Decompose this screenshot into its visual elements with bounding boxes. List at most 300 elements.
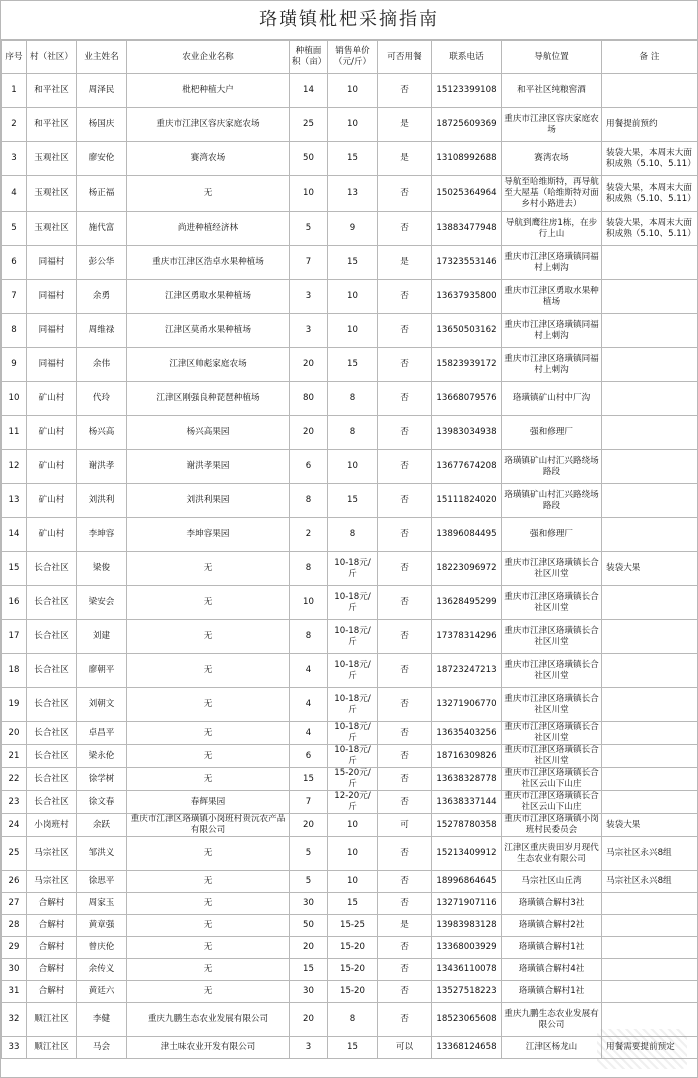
cell-remark (602, 74, 698, 108)
cell-planting-area: 5 (290, 837, 328, 871)
cell-owner-name: 施代富 (77, 212, 127, 246)
cell-row-number: 3 (2, 142, 27, 176)
cell-planting-area: 7 (290, 246, 328, 280)
cell-navigation-location: 珞璜镇合解村4社 (502, 959, 602, 981)
table-row (2, 768, 698, 791)
cell-village: 合解村 (27, 981, 77, 1003)
column-header: 序号 (2, 41, 27, 74)
cell-planting-area: 20 (290, 814, 328, 837)
cell-dining-available: 否 (378, 484, 432, 518)
cell-unit-price: 10 (328, 314, 378, 348)
cell-planting-area: 20 (290, 937, 328, 959)
cell-row-number: 21 (2, 745, 27, 768)
cell-phone-number: 13436110078 (432, 959, 502, 981)
cell-planting-area: 20 (290, 348, 328, 382)
cell-dining-available: 否 (378, 959, 432, 981)
cell-planting-area: 3 (290, 280, 328, 314)
cell-navigation-location: 重庆市江津区珞璜镇同福村上刺沟 (502, 348, 602, 382)
cell-unit-price: 10 (328, 108, 378, 142)
cell-remark (602, 959, 698, 981)
cell-row-number: 6 (2, 246, 27, 280)
cell-phone-number: 18223096972 (432, 552, 502, 586)
cell-owner-name: 彭公华 (77, 246, 127, 280)
table-row (2, 745, 698, 768)
cell-planting-area: 8 (290, 552, 328, 586)
cell-owner-name: 周维禄 (77, 314, 127, 348)
cell-unit-price: 15 (328, 246, 378, 280)
cell-dining-available: 否 (378, 937, 432, 959)
cell-remark (602, 791, 698, 814)
cell-enterprise-name: 尚进种植经济林 (127, 212, 290, 246)
cell-unit-price: 10 (328, 280, 378, 314)
cell-owner-name: 谢洪孝 (77, 450, 127, 484)
cell-row-number: 18 (2, 654, 27, 688)
cell-village: 矿山村 (27, 484, 77, 518)
cell-village: 合解村 (27, 937, 77, 959)
cell-row-number: 11 (2, 416, 27, 450)
cell-enterprise-name: 赛湾农场 (127, 142, 290, 176)
cell-unit-price: 10-18元/斤 (328, 654, 378, 688)
table-row (2, 959, 698, 981)
cell-planting-area: 5 (290, 212, 328, 246)
cell-dining-available: 否 (378, 552, 432, 586)
cell-dining-available: 是 (378, 142, 432, 176)
cell-phone-number: 18996864645 (432, 871, 502, 893)
cell-enterprise-name: 无 (127, 620, 290, 654)
table-body (2, 74, 698, 1059)
cell-dining-available: 否 (378, 837, 432, 871)
table-row (2, 212, 698, 246)
cell-village: 长合社区 (27, 620, 77, 654)
cell-enterprise-name: 无 (127, 959, 290, 981)
cell-owner-name: 梁永伦 (77, 745, 127, 768)
cell-phone-number: 13368003929 (432, 937, 502, 959)
cell-village: 马宗社区 (27, 837, 77, 871)
cell-enterprise-name: 无 (127, 654, 290, 688)
cell-owner-name: 梁安会 (77, 586, 127, 620)
cell-phone-number: 13527518223 (432, 981, 502, 1003)
column-header: 种植面积（亩） (290, 41, 328, 74)
table-row (2, 416, 698, 450)
picking-guide-table (1, 40, 698, 1059)
cell-unit-price: 12-20元/斤 (328, 791, 378, 814)
cell-row-number: 23 (2, 791, 27, 814)
cell-dining-available: 否 (378, 450, 432, 484)
cell-unit-price: 10-18元/斤 (328, 745, 378, 768)
cell-remark (602, 981, 698, 1003)
cell-phone-number: 13650503162 (432, 314, 502, 348)
cell-navigation-location: 珞璜镇矿山村汇兴路绕场路段 (502, 450, 602, 484)
column-header: 联系电话 (432, 41, 502, 74)
cell-enterprise-name: 重庆市江津区珞璜镇小岗班村贵沅农产品有限公司 (127, 814, 290, 837)
cell-remark (602, 937, 698, 959)
cell-dining-available: 否 (378, 176, 432, 212)
cell-remark: 装袋大果，本周末大面积成熟（5.10、5.11） (602, 176, 698, 212)
cell-dining-available: 否 (378, 348, 432, 382)
cell-dining-available: 否 (378, 586, 432, 620)
cell-navigation-location: 珞璜镇矿山村中厂沟 (502, 382, 602, 416)
cell-unit-price: 15 (328, 893, 378, 915)
cell-row-number: 4 (2, 176, 27, 212)
cell-remark (602, 893, 698, 915)
cell-dining-available: 是 (378, 246, 432, 280)
cell-row-number: 28 (2, 915, 27, 937)
cell-navigation-location: 珞璜镇合解村1社 (502, 981, 602, 1003)
cell-phone-number: 13108992688 (432, 142, 502, 176)
cell-unit-price: 13 (328, 176, 378, 212)
cell-navigation-location: 强和修理厂 (502, 416, 602, 450)
cell-planting-area: 4 (290, 688, 328, 722)
cell-village: 同福村 (27, 246, 77, 280)
cell-remark (602, 620, 698, 654)
cell-unit-price: 10 (328, 74, 378, 108)
cell-phone-number: 13638328778 (432, 768, 502, 791)
table-row (2, 837, 698, 871)
cell-row-number: 15 (2, 552, 27, 586)
cell-dining-available: 否 (378, 518, 432, 552)
table-row (2, 518, 698, 552)
cell-unit-price: 15 (328, 348, 378, 382)
cell-owner-name: 梁俊 (77, 552, 127, 586)
cell-village: 矿山村 (27, 450, 77, 484)
cell-owner-name: 余伟 (77, 348, 127, 382)
cell-navigation-location: 和平社区纯粮窖酒 (502, 74, 602, 108)
cell-owner-name: 周家玉 (77, 893, 127, 915)
cell-phone-number: 13883477948 (432, 212, 502, 246)
cell-navigation-location: 重庆市江津区珞璜镇长合社区川堂 (502, 654, 602, 688)
table-row (2, 871, 698, 893)
table-row (2, 791, 698, 814)
cell-village: 同福村 (27, 348, 77, 382)
cell-phone-number: 13628495299 (432, 586, 502, 620)
cell-remark (602, 280, 698, 314)
cell-navigation-location: 珞璜镇合解村2社 (502, 915, 602, 937)
cell-phone-number: 18716309826 (432, 745, 502, 768)
cell-owner-name: 杨国庆 (77, 108, 127, 142)
cell-phone-number: 13271906770 (432, 688, 502, 722)
cell-row-number: 31 (2, 981, 27, 1003)
cell-unit-price: 15-20元/斤 (328, 768, 378, 791)
cell-unit-price: 10 (328, 450, 378, 484)
cell-navigation-location: 重庆市江津区珞璜镇长合社区川堂 (502, 552, 602, 586)
cell-dining-available: 否 (378, 314, 432, 348)
table-row (2, 915, 698, 937)
watermark-logo (597, 1029, 687, 1069)
cell-village: 矿山村 (27, 382, 77, 416)
cell-phone-number: 17378314296 (432, 620, 502, 654)
cell-owner-name: 马会 (77, 1037, 127, 1059)
cell-navigation-location: 重庆市江津区珞璜镇长合社区川堂 (502, 722, 602, 745)
cell-navigation-location: 重庆市江津区珞璜镇长合社区云山下山庄 (502, 791, 602, 814)
cell-unit-price: 15 (328, 484, 378, 518)
table-row (2, 348, 698, 382)
cell-village: 长合社区 (27, 552, 77, 586)
cell-unit-price: 15-20 (328, 959, 378, 981)
column-header: 备 注 (602, 41, 698, 74)
table-row (2, 586, 698, 620)
cell-planting-area: 50 (290, 915, 328, 937)
cell-dining-available: 否 (378, 981, 432, 1003)
cell-row-number: 16 (2, 586, 27, 620)
cell-dining-available: 否 (378, 791, 432, 814)
cell-dining-available: 否 (378, 745, 432, 768)
table-row (2, 484, 698, 518)
cell-village: 矿山村 (27, 518, 77, 552)
cell-village: 顺江社区 (27, 1003, 77, 1037)
cell-unit-price: 10-18元/斤 (328, 722, 378, 745)
cell-unit-price: 15 (328, 142, 378, 176)
cell-row-number: 10 (2, 382, 27, 416)
cell-remark: 装袋大果，本周末大面积成熟（5.10、5.11） (602, 212, 698, 246)
cell-planting-area: 50 (290, 142, 328, 176)
table-row (2, 1003, 698, 1037)
cell-row-number: 30 (2, 959, 27, 981)
cell-enterprise-name: 江津区莫甬水果种植场 (127, 314, 290, 348)
cell-enterprise-name: 无 (127, 586, 290, 620)
cell-remark: 用餐提前预约 (602, 108, 698, 142)
cell-planting-area: 30 (290, 981, 328, 1003)
cell-dining-available: 否 (378, 654, 432, 688)
cell-village: 长合社区 (27, 586, 77, 620)
cell-enterprise-name: 无 (127, 837, 290, 871)
cell-owner-name: 廖安伦 (77, 142, 127, 176)
column-header: 可否用餐 (378, 41, 432, 74)
cell-navigation-location: 重庆市江津区勇取水果种植场 (502, 280, 602, 314)
cell-dining-available: 否 (378, 1003, 432, 1037)
cell-planting-area: 4 (290, 654, 328, 688)
cell-navigation-location: 赛湾农场 (502, 142, 602, 176)
cell-unit-price: 15-20 (328, 981, 378, 1003)
cell-planting-area: 25 (290, 108, 328, 142)
cell-row-number: 20 (2, 722, 27, 745)
cell-phone-number: 15823939172 (432, 348, 502, 382)
cell-dining-available: 否 (378, 688, 432, 722)
table-row (2, 893, 698, 915)
cell-enterprise-name: 刘洪利果园 (127, 484, 290, 518)
cell-phone-number: 13677674208 (432, 450, 502, 484)
cell-enterprise-name: 李坤容果园 (127, 518, 290, 552)
cell-village: 长合社区 (27, 654, 77, 688)
cell-phone-number: 15123399108 (432, 74, 502, 108)
cell-row-number: 33 (2, 1037, 27, 1059)
cell-navigation-location: 强和修理厂 (502, 518, 602, 552)
cell-owner-name: 余跃 (77, 814, 127, 837)
cell-phone-number: 18523065608 (432, 1003, 502, 1037)
cell-planting-area: 15 (290, 959, 328, 981)
cell-owner-name: 余传义 (77, 959, 127, 981)
cell-planting-area: 2 (290, 518, 328, 552)
cell-dining-available: 是 (378, 108, 432, 142)
table-row (2, 280, 698, 314)
cell-remark (602, 688, 698, 722)
cell-dining-available: 否 (378, 620, 432, 654)
cell-remark: 用餐需要提前预定 (602, 1037, 698, 1059)
cell-navigation-location: 珞璜镇合解村3社 (502, 893, 602, 915)
cell-remark (602, 246, 698, 280)
cell-unit-price: 10 (328, 871, 378, 893)
column-header: 农业企业名称 (127, 41, 290, 74)
column-header: 村（社区） (27, 41, 77, 74)
table-row (2, 722, 698, 745)
cell-planting-area: 14 (290, 74, 328, 108)
cell-row-number: 5 (2, 212, 27, 246)
cell-owner-name: 邹洪义 (77, 837, 127, 871)
cell-navigation-location: 珞璜镇矿山村汇兴路绕场路段 (502, 484, 602, 518)
cell-planting-area: 20 (290, 416, 328, 450)
cell-navigation-location: 江津区杨龙山 (502, 1037, 602, 1059)
cell-planting-area: 3 (290, 314, 328, 348)
cell-remark (602, 745, 698, 768)
cell-village: 长合社区 (27, 722, 77, 745)
cell-enterprise-name: 江津区勇取水果种植场 (127, 280, 290, 314)
cell-unit-price: 8 (328, 416, 378, 450)
cell-navigation-location: 珞璜镇合解村1社 (502, 937, 602, 959)
cell-row-number: 2 (2, 108, 27, 142)
cell-remark: 装袋大果 (602, 814, 698, 837)
cell-enterprise-name: 江津区帅彪家庭农场 (127, 348, 290, 382)
cell-navigation-location: 重庆市江津区珞璜镇长合社区云山下山庄 (502, 768, 602, 791)
column-header: 导航位置 (502, 41, 602, 74)
cell-row-number: 19 (2, 688, 27, 722)
cell-planting-area: 30 (290, 893, 328, 915)
cell-phone-number: 13638337144 (432, 791, 502, 814)
cell-phone-number: 18725609369 (432, 108, 502, 142)
table-row (2, 981, 698, 1003)
cell-row-number: 27 (2, 893, 27, 915)
cell-planting-area: 80 (290, 382, 328, 416)
cell-enterprise-name: 无 (127, 688, 290, 722)
cell-dining-available: 否 (378, 382, 432, 416)
cell-dining-available: 否 (378, 768, 432, 791)
cell-village: 同福村 (27, 314, 77, 348)
cell-owner-name: 徐学树 (77, 768, 127, 791)
cell-phone-number: 13896084495 (432, 518, 502, 552)
cell-enterprise-name: 无 (127, 893, 290, 915)
cell-enterprise-name: 枇杷种植大户 (127, 74, 290, 108)
cell-owner-name: 卓昌平 (77, 722, 127, 745)
table-row (2, 176, 698, 212)
cell-unit-price: 10 (328, 814, 378, 837)
cell-remark (602, 348, 698, 382)
cell-village: 合解村 (27, 915, 77, 937)
table-row (2, 142, 698, 176)
cell-enterprise-name: 谢洪孝果园 (127, 450, 290, 484)
cell-row-number: 26 (2, 871, 27, 893)
cell-enterprise-name: 无 (127, 552, 290, 586)
cell-unit-price: 10 (328, 837, 378, 871)
cell-phone-number: 13271907116 (432, 893, 502, 915)
cell-enterprise-name: 无 (127, 745, 290, 768)
cell-owner-name: 徐文春 (77, 791, 127, 814)
cell-village: 合解村 (27, 893, 77, 915)
cell-dining-available: 否 (378, 871, 432, 893)
cell-phone-number: 13368124658 (432, 1037, 502, 1059)
cell-unit-price: 15-20 (328, 937, 378, 959)
cell-phone-number: 15213409912 (432, 837, 502, 871)
cell-remark (602, 586, 698, 620)
cell-unit-price: 8 (328, 1003, 378, 1037)
column-header: 销售单价（元/斤） (328, 41, 378, 74)
table-row (2, 814, 698, 837)
cell-owner-name: 代玲 (77, 382, 127, 416)
cell-row-number: 24 (2, 814, 27, 837)
cell-navigation-location: 重庆市江津区容庆家庭农场 (502, 108, 602, 142)
cell-navigation-location: 重庆市江津区珞璜镇小岗班村民委员会 (502, 814, 602, 837)
cell-owner-name: 李坤容 (77, 518, 127, 552)
cell-navigation-location: 重庆市江津区珞璜镇长合社区川堂 (502, 688, 602, 722)
cell-enterprise-name: 无 (127, 915, 290, 937)
table-row (2, 314, 698, 348)
cell-navigation-location: 导航至哈维斯特，再导航至大屋基（哈维斯特对面乡村小路进去） (502, 176, 602, 212)
table-row (2, 108, 698, 142)
table-row (2, 688, 698, 722)
cell-owner-name: 黄章强 (77, 915, 127, 937)
cell-owner-name: 曾庆伦 (77, 937, 127, 959)
cell-enterprise-name: 重庆市江津区浩卓水果种植场 (127, 246, 290, 280)
table-row (2, 450, 698, 484)
cell-dining-available: 否 (378, 722, 432, 745)
cell-navigation-location: 重庆市江津区珞璜镇长合社区川堂 (502, 586, 602, 620)
cell-dining-available: 否 (378, 416, 432, 450)
cell-phone-number: 13983983128 (432, 915, 502, 937)
cell-village: 玉观社区 (27, 212, 77, 246)
cell-dining-available: 可 (378, 814, 432, 837)
cell-planting-area: 8 (290, 484, 328, 518)
cell-remark (602, 518, 698, 552)
cell-planting-area: 20 (290, 1003, 328, 1037)
cell-navigation-location: 重庆市江津区珞璜镇长合社区川堂 (502, 745, 602, 768)
cell-dining-available: 否 (378, 74, 432, 108)
table-row (2, 246, 698, 280)
cell-unit-price: 9 (328, 212, 378, 246)
cell-navigation-location: 马宗社区山丘湾 (502, 871, 602, 893)
cell-row-number: 32 (2, 1003, 27, 1037)
cell-dining-available: 否 (378, 893, 432, 915)
cell-owner-name: 李健 (77, 1003, 127, 1037)
table-row (2, 1037, 698, 1059)
cell-row-number: 13 (2, 484, 27, 518)
cell-planting-area: 7 (290, 791, 328, 814)
cell-navigation-location: 江津区重庆贵田岁月现代生态农业有限公司 (502, 837, 602, 871)
cell-remark (602, 450, 698, 484)
cell-village: 长合社区 (27, 745, 77, 768)
cell-remark: 装袋大果，本周末大面积成熟（5.10、5.11） (602, 142, 698, 176)
table-row (2, 552, 698, 586)
cell-remark (602, 768, 698, 791)
cell-village: 玉观社区 (27, 142, 77, 176)
cell-remark (602, 416, 698, 450)
cell-planting-area: 8 (290, 620, 328, 654)
cell-unit-price: 10-18元/斤 (328, 552, 378, 586)
cell-enterprise-name: 杨兴高果园 (127, 416, 290, 450)
cell-dining-available: 是 (378, 915, 432, 937)
cell-village: 长合社区 (27, 768, 77, 791)
cell-owner-name: 余勇 (77, 280, 127, 314)
table-row (2, 620, 698, 654)
cell-row-number: 12 (2, 450, 27, 484)
cell-phone-number: 13983034938 (432, 416, 502, 450)
cell-unit-price: 8 (328, 518, 378, 552)
cell-village: 马宗社区 (27, 871, 77, 893)
cell-row-number: 29 (2, 937, 27, 959)
cell-village: 小岗班村 (27, 814, 77, 837)
cell-owner-name: 黄廷六 (77, 981, 127, 1003)
table-row (2, 74, 698, 108)
cell-owner-name: 刘朝文 (77, 688, 127, 722)
cell-remark: 马宗社区永兴8组 (602, 837, 698, 871)
cell-remark: 马宗社区永兴8组 (602, 871, 698, 893)
cell-enterprise-name: 春辉果园 (127, 791, 290, 814)
